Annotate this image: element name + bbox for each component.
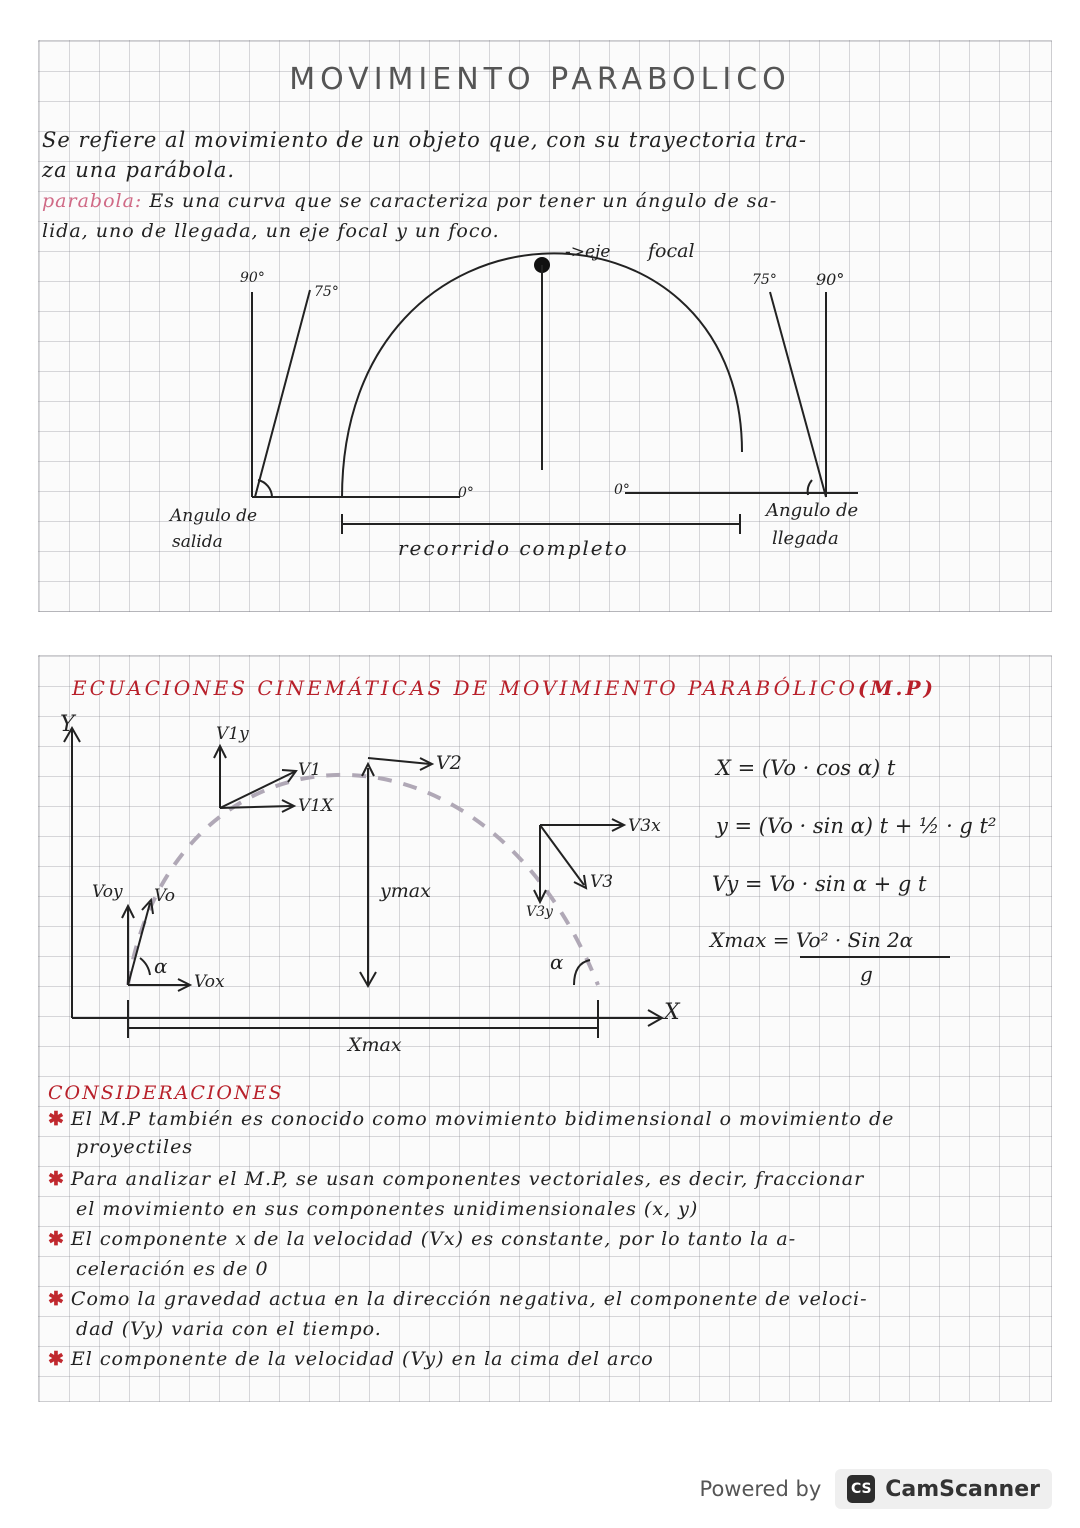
definition-term: parabola:: [42, 190, 143, 212]
consideration-2-line-1: Para analizar el M.P, se usan componentes vectoriales, es decir, fraccionar: [70, 1168, 865, 1190]
equation-y: y = (Vo · sin α) t + ½ · g t²: [716, 814, 997, 838]
consideration-3: [48, 1228, 796, 1250]
ymax-label: ymax: [380, 880, 431, 902]
xmax-label: Xmax: [348, 1034, 402, 1056]
v2-label: V2: [436, 752, 462, 774]
star-icon: ✱: [48, 1288, 65, 1310]
consideration-1-line-1: El M.P también es conocido como movimiento bidimensional o movimiento de: [70, 1108, 895, 1130]
equation-x: X = (Vo · cos α) t: [716, 756, 896, 780]
v3x-label: V3x: [628, 816, 661, 836]
alpha-label: α: [154, 954, 168, 978]
recorrido-label: recorrido completo: [398, 536, 629, 560]
consideration-4: [48, 1288, 868, 1310]
angle-75-right: 75°: [752, 272, 777, 288]
voy-label: Voy: [92, 882, 123, 902]
intro-line-1: Se refiere al movimiento de un objeto que, con su trayectoria tra-: [42, 128, 807, 152]
llegada-label-1: Angulo de: [766, 500, 859, 521]
vox-label: Vox: [194, 972, 225, 992]
consideration-4-line-2: dad (Vy) varia con el tiempo.: [76, 1318, 382, 1340]
definition-text: Es una curva que se caracteriza por tener un ángulo de sa-: [142, 190, 778, 212]
star-icon: ✱: [48, 1108, 65, 1130]
equation-vy: Vy = Vo · sin α + g t: [712, 872, 927, 896]
consideration-1: [48, 1108, 894, 1130]
salida-label-2: salida: [172, 532, 223, 552]
definition-line-2: lida, uno de llegada, un eje focal y un foco.: [42, 220, 500, 242]
consideration-2: [48, 1168, 864, 1190]
consideration-3-line-1: El componente x de la velocidad (Vx) es constante, por lo tanto la a-: [70, 1228, 797, 1250]
angle-75-left: 75°: [314, 284, 339, 300]
consideration-5: [48, 1348, 654, 1370]
consideration-2-line-2: el movimiento en sus componentes unidimensionales (x, y): [76, 1198, 699, 1220]
alpha2-label: α: [550, 950, 564, 974]
x-axis-label: X: [664, 1000, 680, 1025]
salida-label-1: Angulo de: [170, 506, 258, 526]
angle-0-left: 0°: [458, 485, 474, 501]
camscanner-watermark: [700, 1466, 1052, 1512]
v3y-label: V3y: [526, 904, 553, 920]
vo-label: Vo: [154, 886, 175, 906]
angle-90-left: 90°: [240, 270, 265, 286]
vo-vector: [128, 903, 150, 985]
v1x-label: V1X: [298, 796, 334, 816]
angle-90-right: 90°: [816, 270, 845, 289]
powered-by-text: Powered by: [699, 1477, 822, 1501]
v1y-label: V1y: [216, 724, 249, 744]
section2-title-text: ECUACIONES CINEMÁTICAS DE MOVIMIENTO PARABÓLICO: [72, 676, 858, 700]
equation-xmax-numerator: Xmax = Vo² · Sin 2α: [710, 928, 914, 952]
v1-label: V1: [298, 760, 322, 780]
v1-vector: [220, 772, 294, 808]
v3-label: V3: [590, 872, 614, 892]
y-axis-label: Y: [60, 712, 75, 737]
consideration-4-line-1: Como la gravedad actua en la dirección negativa, el componente de veloci-: [70, 1288, 868, 1310]
equation-xmax-denominator: g: [860, 962, 873, 986]
camscanner-badge: [835, 1469, 1052, 1509]
considerations-title: CONSIDERACIONES: [48, 1082, 284, 1104]
consideration-3-line-2: celeración es de 0: [76, 1258, 269, 1280]
star-icon: ✱: [48, 1348, 65, 1370]
trajectory-dashed: [128, 775, 598, 985]
eje-label: ->eje: [565, 242, 611, 262]
v1x-vector: [220, 806, 292, 808]
focal-label: focal: [648, 240, 695, 262]
v3-vector: [540, 825, 584, 885]
camscanner-logo-icon: CS: [847, 1475, 875, 1503]
section2-title-suffix: (M.P): [857, 676, 936, 700]
fraction-bar: [800, 956, 950, 958]
camscanner-name: CamScanner: [885, 1476, 1040, 1502]
intro-line-2: za una parábola.: [42, 158, 236, 182]
llegada-label-2: llegada: [772, 528, 839, 549]
consideration-1-line-2: proyectiles: [76, 1136, 194, 1158]
page-title: MOVIMIENTO PARABOLICO: [289, 62, 791, 97]
angle-0-right: 0°: [614, 482, 630, 498]
consideration-5-line-1: El componente de la velocidad (Vy) en la cima del arco: [70, 1348, 654, 1370]
star-icon: ✱: [48, 1228, 65, 1250]
star-icon: ✱: [48, 1168, 65, 1190]
